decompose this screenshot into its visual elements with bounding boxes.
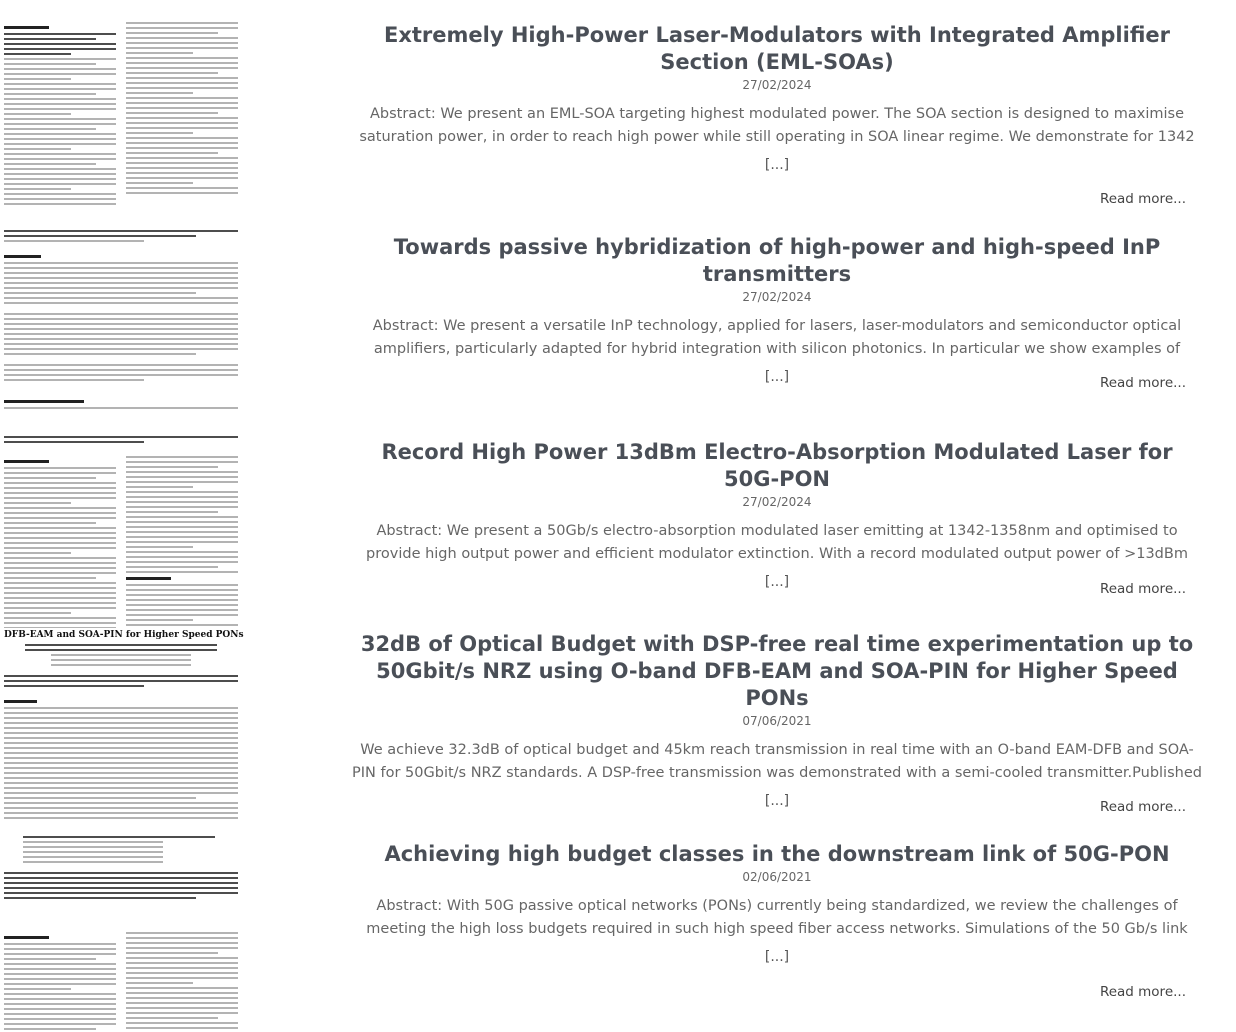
paper-thumbnail[interactable] bbox=[0, 22, 244, 212]
read-more-link[interactable]: Read more... bbox=[1099, 799, 1186, 815]
article-entry bbox=[0, 832, 1236, 1032]
paper-thumbnail[interactable] bbox=[0, 436, 244, 632]
article-date: 27/02/2024 bbox=[742, 495, 812, 509]
article-title[interactable]: 32dB of Optical Budget with DSP-free real time experimentation up to 50Gbit/s NRZ using O-band DFB-EAM and SOA-PIN for Higher Speed PONs bbox=[360, 632, 1194, 710]
read-more-link[interactable]: Read more... bbox=[1099, 581, 1186, 597]
article-title[interactable]: Extremely High-Power Laser-Modulators with Integrated Amplifier Section (EML-SOAs) bbox=[384, 23, 1170, 74]
article-entry bbox=[0, 0, 1236, 222]
article-abstract: We achieve 32.3dB of optical budget and 45km reach transmission in real time with an O-band EAM-DFB and SOA-PIN for 50Gbit/s NRZ standards. A DSP-free transmission was demonstrated with a semi-cooled transmitter.Published bbox=[352, 742, 1202, 781]
abstract-ellipsis: [...] bbox=[764, 157, 790, 173]
thumbnail-heading: DFB-EAM and SOA-PIN for Higher Speed PONs bbox=[4, 630, 244, 640]
abstract-ellipsis: [...] bbox=[764, 949, 790, 965]
paper-thumbnail[interactable] bbox=[0, 230, 244, 426]
article-title[interactable]: Towards passive hybridization of high-power and high-speed InP transmitters bbox=[393, 235, 1161, 286]
article-date: 02/06/2021 bbox=[742, 870, 812, 884]
article-date: 27/02/2024 bbox=[742, 78, 812, 92]
article-date: 07/06/2021 bbox=[742, 714, 812, 728]
read-more-link[interactable]: Read more... bbox=[1099, 375, 1186, 391]
article-title[interactable]: Record High Power 13dBm Electro-Absorption Modulated Laser for 50G-PON bbox=[381, 440, 1173, 491]
paper-thumbnail[interactable] bbox=[0, 836, 244, 1032]
article-abstract: Abstract: We present a versatile InP technology, applied for lasers, laser-modulators and semiconductor optical amplifiers, particularly adapted for hybrid integration with silicon photonics. In particular we show examples of bbox=[372, 318, 1182, 357]
article-entry bbox=[0, 628, 1236, 832]
read-more-link[interactable]: Read more... bbox=[1099, 984, 1186, 1000]
article-abstract: Abstract: With 50G passive optical networks (PONs) currently being standardized, we review the challenges of meeting the high loss budgets required in such high speed fiber access networks. Simulations of the 50 Gb/s link bbox=[366, 898, 1188, 937]
abstract-ellipsis: [...] bbox=[764, 574, 790, 590]
article-entry bbox=[0, 428, 1236, 628]
article-title[interactable]: Achieving high budget classes in the downstream link of 50G-PON bbox=[384, 842, 1170, 866]
article-abstract: Abstract: We present a 50Gb/s electro-absorption modulated laser emitting at 1342-1358nm and optimised to provide high output power and efficient modulator extinction. With a record modulated output power of >13dBm bbox=[366, 523, 1188, 562]
abstract-ellipsis: [...] bbox=[764, 793, 790, 809]
article-date: 27/02/2024 bbox=[742, 290, 812, 304]
abstract-ellipsis: [...] bbox=[764, 369, 790, 385]
article-entry bbox=[0, 222, 1236, 428]
article-abstract: Abstract: We present an EML-SOA targeting highest modulated power. The SOA section is designed to maximise saturation power, in order to reach high power while still operating in SOA linear regime. We demonstrate for 1342 bbox=[359, 106, 1195, 145]
read-more-link[interactable]: Read more... bbox=[1099, 191, 1186, 207]
paper-thumbnail[interactable] bbox=[0, 628, 244, 820]
